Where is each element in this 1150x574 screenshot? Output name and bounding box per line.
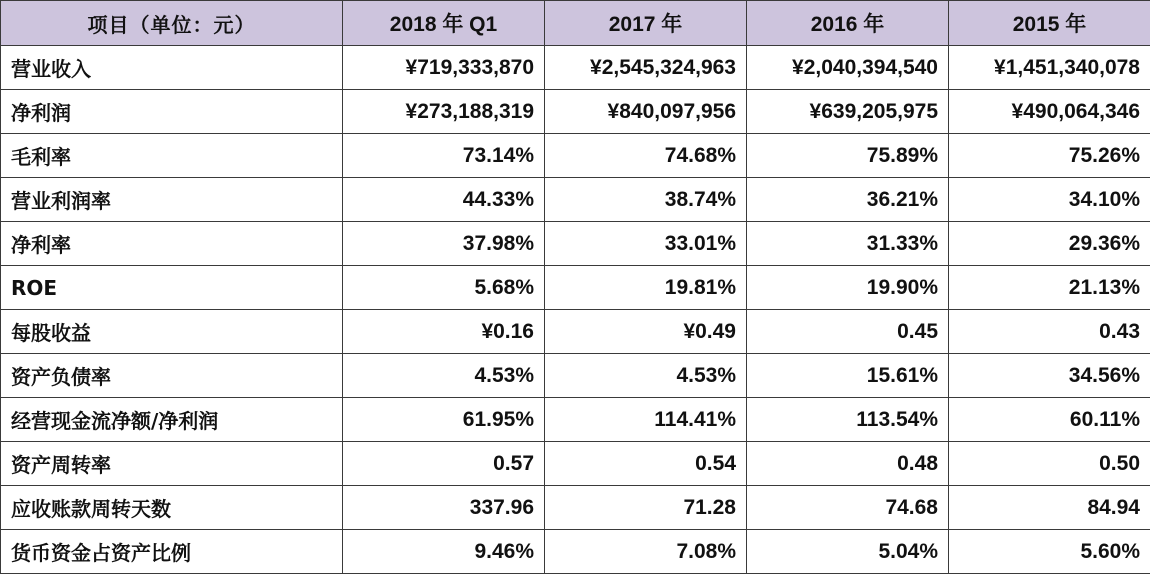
cell-value: 60.11% [949,398,1150,442]
cell-value: 74.68% [545,134,747,178]
table-row [1,90,1150,134]
header-2016: 2016 年 [747,1,949,46]
table-row [1,442,1150,486]
table-row [1,266,1150,310]
cell-value: 4.53% [545,354,747,398]
row-label: ROE [1,266,343,310]
cell-value: ¥490,064,346 [949,90,1150,134]
cell-value: 37.98% [343,222,545,266]
cell-value: 31.33% [747,222,949,266]
cell-value: 7.08% [545,530,747,574]
header-2018-q1: 2018 年 Q1 [343,1,545,46]
cell-value: 33.01% [545,222,747,266]
cell-value: 44.33% [343,178,545,222]
table-body [1,46,1150,574]
table-row [1,46,1150,90]
cell-value: 9.46% [343,530,545,574]
cell-value: ¥273,188,319 [343,90,545,134]
cell-value: 19.81% [545,266,747,310]
cell-value: 5.04% [747,530,949,574]
cell-value: 75.89% [747,134,949,178]
cell-value: ¥1,451,340,078 [949,46,1150,90]
cell-value: 337.96 [343,486,545,530]
cell-value: 0.48 [747,442,949,486]
cell-value: 74.68 [747,486,949,530]
table-row [1,398,1150,442]
cell-value: 38.74% [545,178,747,222]
row-label: 货币资金占资产比例 [1,530,343,574]
cell-value: 5.68% [343,266,545,310]
header-row [1,1,1150,46]
table-header [1,1,1150,46]
cell-value: 0.43 [949,310,1150,354]
row-label: 每股收益 [1,310,343,354]
cell-value: 19.90% [747,266,949,310]
table-row [1,222,1150,266]
row-label: 资产周转率 [1,442,343,486]
cell-value: 71.28 [545,486,747,530]
cell-value: 15.61% [747,354,949,398]
cell-value: 73.14% [343,134,545,178]
cell-value: 113.54% [747,398,949,442]
table-row [1,354,1150,398]
table-row [1,486,1150,530]
table-row [1,178,1150,222]
cell-value: 0.54 [545,442,747,486]
cell-value: 36.21% [747,178,949,222]
cell-value: ¥0.49 [545,310,747,354]
row-label: 经营现金流净额/净利润 [1,398,343,442]
cell-value: ¥840,097,956 [545,90,747,134]
row-label: 资产负债率 [1,354,343,398]
cell-value: 0.57 [343,442,545,486]
cell-value: ¥2,545,324,963 [545,46,747,90]
cell-value: 34.10% [949,178,1150,222]
row-label: 营业利润率 [1,178,343,222]
table-row [1,530,1150,574]
cell-value: 34.56% [949,354,1150,398]
cell-value: 4.53% [343,354,545,398]
table-row [1,134,1150,178]
row-label: 净利润 [1,90,343,134]
table-row [1,310,1150,354]
cell-value: 0.50 [949,442,1150,486]
cell-value: 5.60% [949,530,1150,574]
row-label: 营业收入 [1,46,343,90]
cell-value: 75.26% [949,134,1150,178]
cell-value: ¥719,333,870 [343,46,545,90]
cell-value: ¥2,040,394,540 [747,46,949,90]
cell-value: 29.36% [949,222,1150,266]
cell-value: ¥0.16 [343,310,545,354]
cell-value: 21.13% [949,266,1150,310]
header-2017: 2017 年 [545,1,747,46]
header-item-label: 项目（单位：元） [1,1,343,46]
row-label: 毛利率 [1,134,343,178]
cell-value: 84.94 [949,486,1150,530]
cell-value: ¥639,205,975 [747,90,949,134]
row-label: 应收账款周转天数 [1,486,343,530]
header-2015: 2015 年 [949,1,1150,46]
cell-value: 0.45 [747,310,949,354]
cell-value: 61.95% [343,398,545,442]
cell-value: 114.41% [545,398,747,442]
row-label: 净利率 [1,222,343,266]
